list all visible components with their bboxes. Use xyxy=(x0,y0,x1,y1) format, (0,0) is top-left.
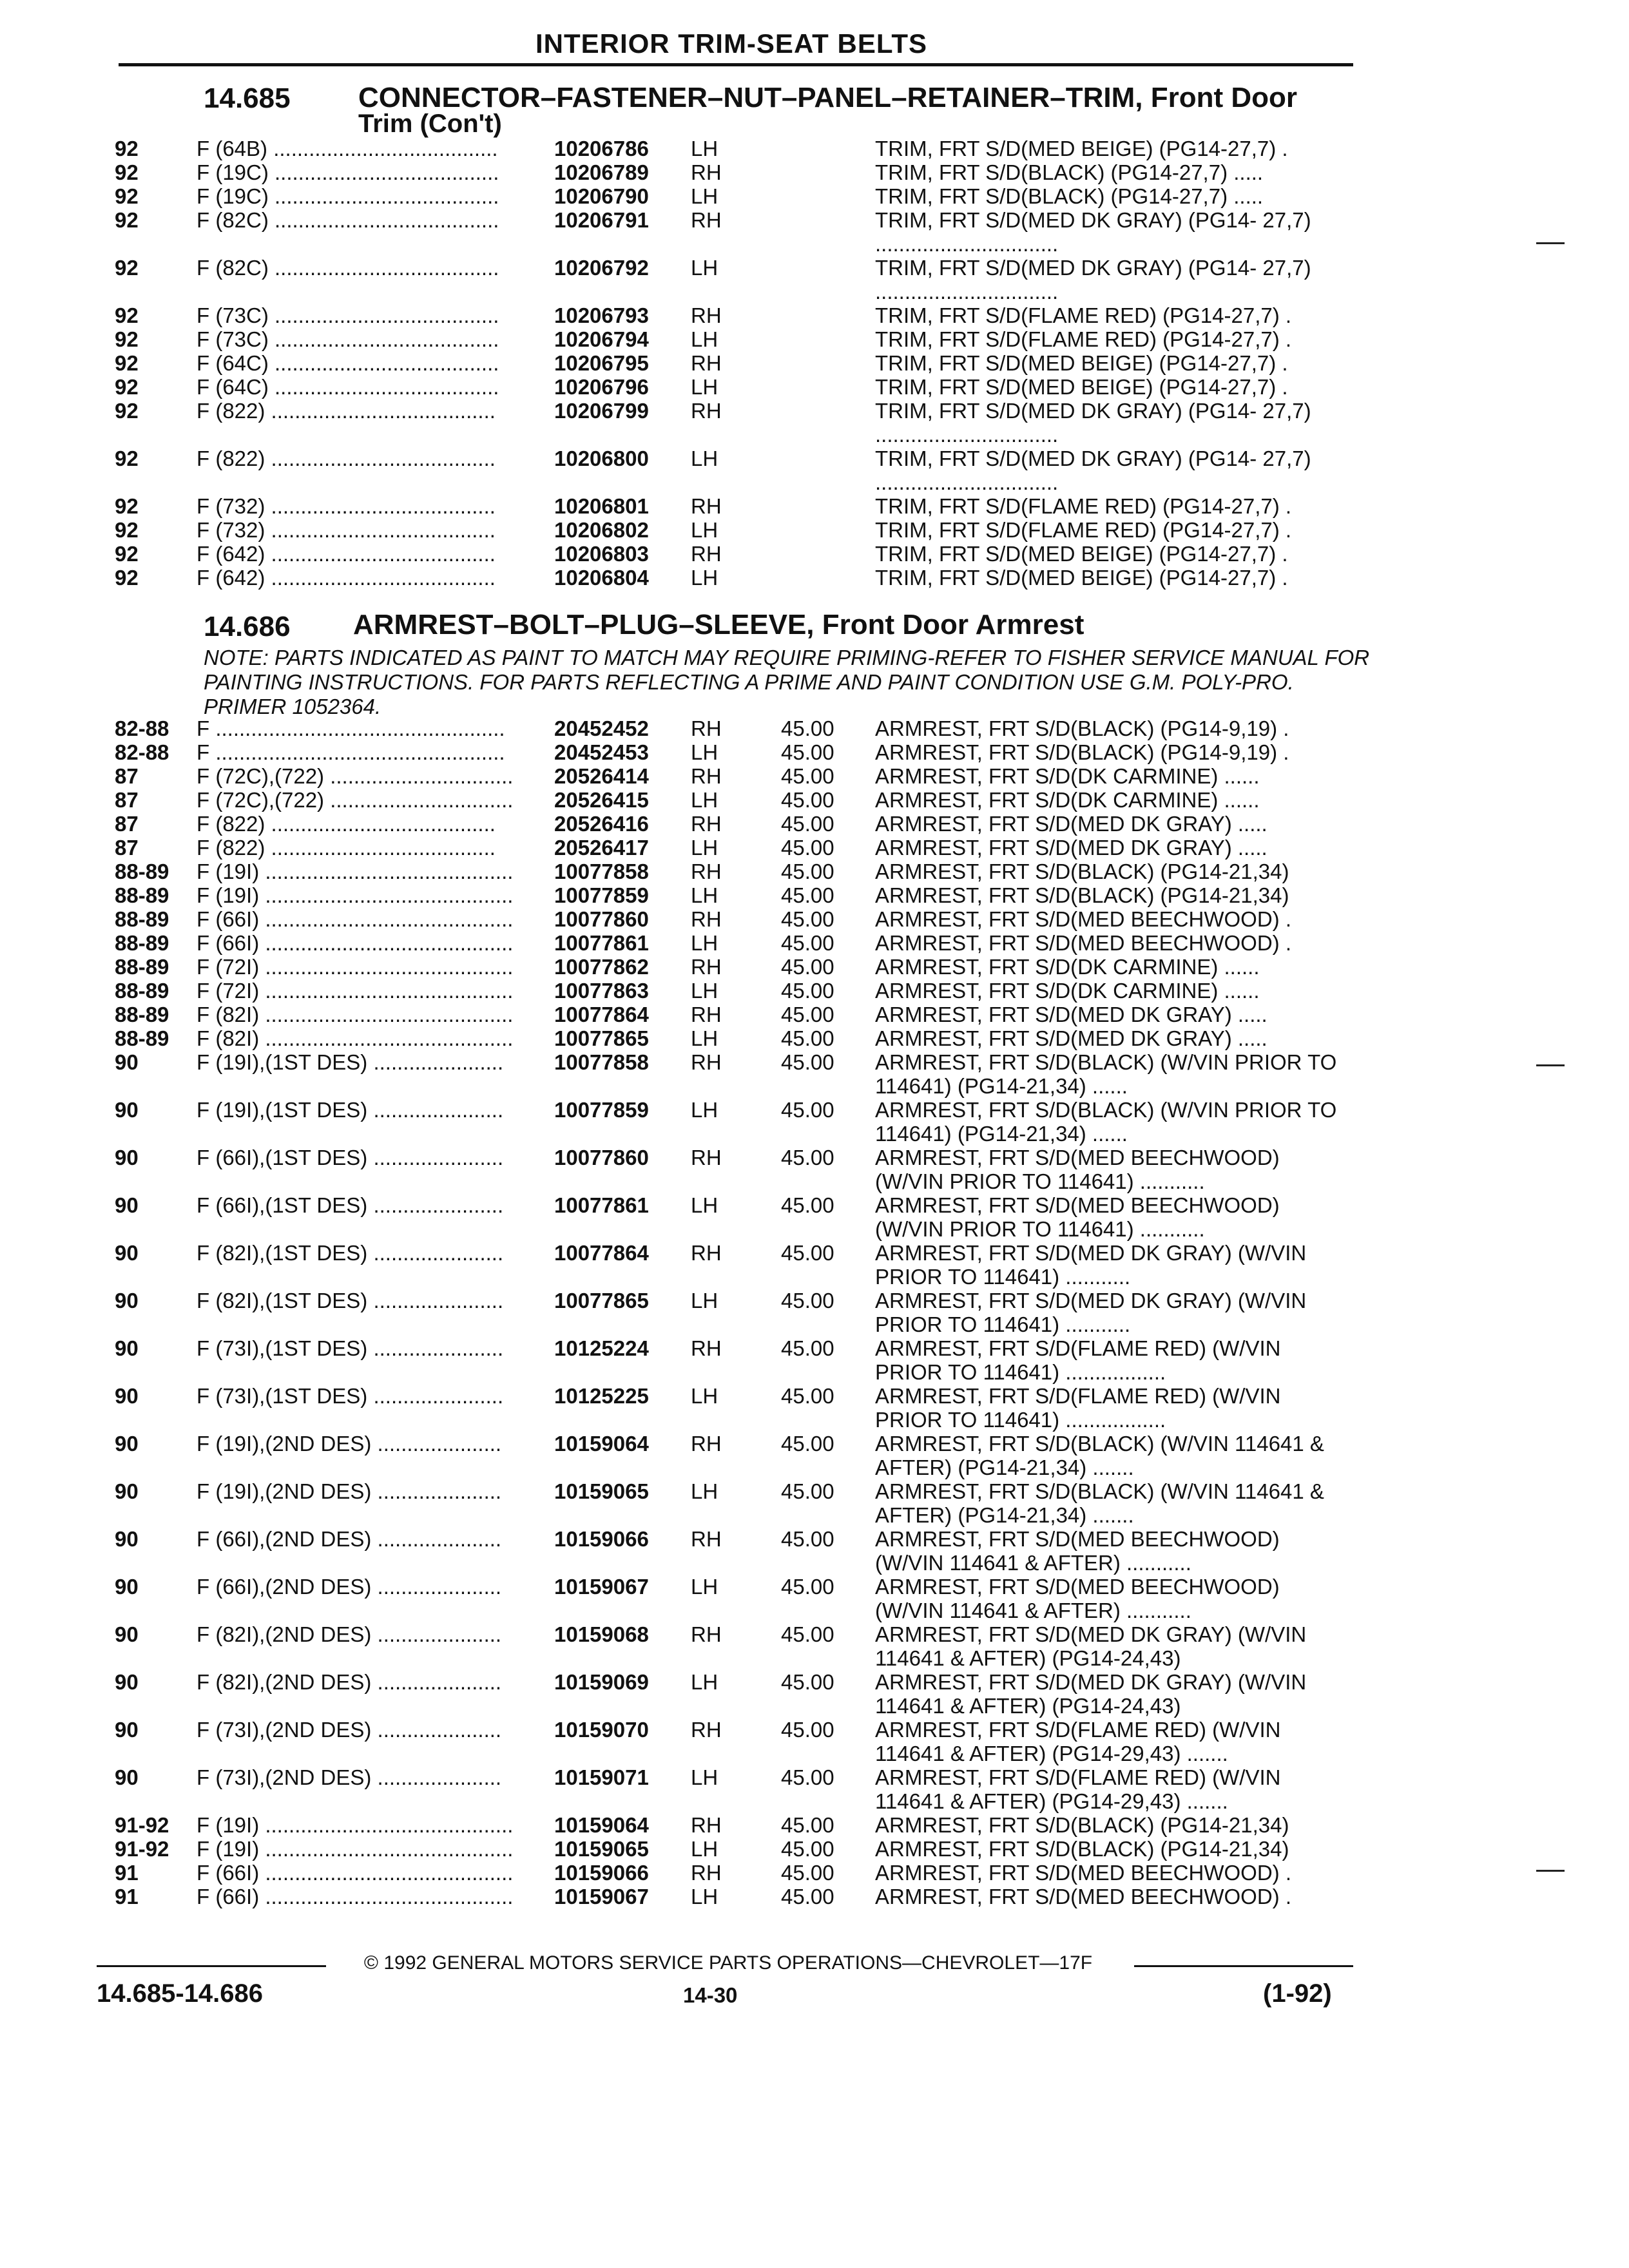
description: ARMREST, FRT S/D(MED DK GRAY) ..... xyxy=(875,812,1268,836)
model-year: 88-89 xyxy=(115,907,169,931)
side: LH xyxy=(691,518,718,542)
price: 45.00 xyxy=(781,1026,834,1050)
price: 45.00 xyxy=(781,764,834,788)
model-year: 87 xyxy=(115,836,139,860)
price: 45.00 xyxy=(781,1575,834,1599)
part-number: 20526416 xyxy=(554,812,649,836)
option-code: F (82I),(1ST DES) ...................... xyxy=(197,1289,504,1312)
price: 45.00 xyxy=(781,931,834,955)
option-code: F (73I),(1ST DES) ...................... xyxy=(197,1336,504,1360)
part-number: 10077858 xyxy=(554,1050,649,1074)
option-code: F (72C),(722) ............................... xyxy=(197,764,514,788)
section-title-14-686: ARMREST–BOLT–PLUG–SLEEVE, Front Door Armrest xyxy=(353,609,1084,640)
option-code: F (82C) ...................................... xyxy=(197,256,499,280)
side: RH xyxy=(691,1432,722,1456)
model-year: 90 xyxy=(115,1527,139,1551)
option-code: F (73C) ...................................... xyxy=(197,303,499,327)
part-number: 10206794 xyxy=(554,327,649,351)
option-code: F (66I),(2ND DES) ..................... xyxy=(197,1575,502,1599)
side: LH xyxy=(691,979,718,1003)
side: RH xyxy=(691,764,722,788)
price: 45.00 xyxy=(781,740,834,764)
side: RH xyxy=(691,812,722,836)
side: RH xyxy=(691,542,722,566)
option-code: F (642) ...................................... xyxy=(197,566,496,590)
side: RH xyxy=(691,1336,722,1360)
option-code: F (64C) ...................................... xyxy=(197,375,499,399)
price: 45.00 xyxy=(781,1146,834,1169)
description: ARMREST, FRT S/D(DK CARMINE) ...... xyxy=(875,979,1260,1003)
description: TRIM, FRT S/D(BLACK) (PG14-27,7) ..... xyxy=(875,184,1264,208)
part-number: 10077861 xyxy=(554,1193,649,1217)
description: ARMREST, FRT S/D(BLACK) (PG14-9,19) . xyxy=(875,740,1289,764)
model-year: 91 xyxy=(115,1885,139,1908)
part-number: 10206791 xyxy=(554,208,649,232)
side: LH xyxy=(691,447,718,470)
description: ARMREST, FRT S/D(MED DK GRAY) (W/VIN PRIOR TO 114641) ........... xyxy=(875,1241,1307,1289)
price: 45.00 xyxy=(781,1813,834,1837)
model-year: 92 xyxy=(115,184,139,208)
description: TRIM, FRT S/D(MED DK GRAY) (PG14- 27,7) ............................... xyxy=(875,208,1311,256)
side: RH xyxy=(691,1050,722,1074)
price: 45.00 xyxy=(781,1336,834,1360)
model-year: 92 xyxy=(115,494,139,518)
part-number: 10206801 xyxy=(554,494,649,518)
model-year: 92 xyxy=(115,542,139,566)
side: LH xyxy=(691,1193,718,1217)
option-code: F (72C),(722) ............................... xyxy=(197,788,514,812)
description: ARMREST, FRT S/D(DK CARMINE) ...... xyxy=(875,764,1260,788)
side: LH xyxy=(691,740,718,764)
footer-copyright: © 1992 GENERAL MOTORS SERVICE PARTS OPERATIONS—CHEVROLET—17F xyxy=(363,1952,1093,1974)
model-year: 88-89 xyxy=(115,1026,169,1050)
price: 45.00 xyxy=(781,1837,834,1861)
option-code: F (822) ...................................... xyxy=(197,836,496,860)
part-number: 10159071 xyxy=(554,1765,649,1789)
footer-page-number: 14-30 xyxy=(683,1983,738,2007)
option-code: F (822) ...................................... xyxy=(197,812,496,836)
model-year: 88-89 xyxy=(115,931,169,955)
part-number: 10077858 xyxy=(554,860,649,883)
option-code: F (73I),(2ND DES) ..................... xyxy=(197,1718,502,1742)
description: ARMREST, FRT S/D(BLACK) (PG14-21,34) xyxy=(875,883,1289,907)
part-number: 10159066 xyxy=(554,1527,649,1551)
option-code: F (19I) .......................................... xyxy=(197,883,514,907)
footer-section-range: 14.685-14.686 xyxy=(97,1979,264,2008)
option-code: F (82I),(1ST DES) ...................... xyxy=(197,1241,504,1265)
option-code: F (66I) .......................................... xyxy=(197,931,514,955)
side: RH xyxy=(691,399,722,423)
model-year: 90 xyxy=(115,1241,139,1265)
option-code: F (66I) .......................................... xyxy=(197,1885,514,1908)
option-code: F (732) ...................................... xyxy=(197,494,496,518)
model-year: 90 xyxy=(115,1765,139,1789)
option-code: F (19I),(1ST DES) ...................... xyxy=(197,1098,504,1122)
price: 45.00 xyxy=(781,1241,834,1265)
header-rule xyxy=(119,63,1353,66)
price: 45.00 xyxy=(781,1718,834,1742)
part-number: 10206792 xyxy=(554,256,649,280)
description: TRIM, FRT S/D(MED DK GRAY) (PG14- 27,7) ............................... xyxy=(875,256,1311,303)
option-code: F (19I),(2ND DES) ..................... xyxy=(197,1479,502,1503)
option-code: F ................................................. xyxy=(197,740,505,764)
model-year: 90 xyxy=(115,1336,139,1360)
price: 45.00 xyxy=(781,1289,834,1312)
part-number: 10159068 xyxy=(554,1622,649,1646)
model-year: 92 xyxy=(115,208,139,232)
description: ARMREST, FRT S/D(MED BEECHWOOD) (W/VIN PRIOR TO 114641) ........... xyxy=(875,1146,1280,1193)
option-code: F (73I),(2ND DES) ..................... xyxy=(197,1765,502,1789)
option-code: F (82I) .......................................... xyxy=(197,1003,514,1026)
option-code: F (82I),(2ND DES) ..................... xyxy=(197,1670,502,1694)
side: RH xyxy=(691,1718,722,1742)
part-number: 20452453 xyxy=(554,740,649,764)
part-number: 10206796 xyxy=(554,375,649,399)
page-header-title: INTERIOR TRIM-SEAT BELTS xyxy=(535,28,928,59)
description: TRIM, FRT S/D(FLAME RED) (PG14-27,7) . xyxy=(875,494,1292,518)
part-number: 10159067 xyxy=(554,1575,649,1599)
model-year: 92 xyxy=(115,137,139,160)
side: RH xyxy=(691,303,722,327)
description: TRIM, FRT S/D(FLAME RED) (PG14-27,7) . xyxy=(875,303,1292,327)
part-number: 10077865 xyxy=(554,1289,649,1312)
part-number: 10077863 xyxy=(554,979,649,1003)
side: RH xyxy=(691,716,722,740)
side: LH xyxy=(691,566,718,590)
part-number: 10206795 xyxy=(554,351,649,375)
side: LH xyxy=(691,256,718,280)
description: TRIM, FRT S/D(MED BEIGE) (PG14-27,7) . xyxy=(875,351,1288,375)
side: RH xyxy=(691,494,722,518)
part-number: 10077860 xyxy=(554,907,649,931)
price: 45.00 xyxy=(781,1098,834,1122)
side: RH xyxy=(691,955,722,979)
option-code: F (642) ...................................... xyxy=(197,542,496,566)
part-number: 10159064 xyxy=(554,1813,649,1837)
footer-rule-left xyxy=(97,1965,326,1967)
part-number: 10159065 xyxy=(554,1837,649,1861)
model-year: 90 xyxy=(115,1718,139,1742)
part-number: 10077862 xyxy=(554,955,649,979)
model-year: 92 xyxy=(115,399,139,423)
option-code: F (66I),(1ST DES) ...................... xyxy=(197,1193,504,1217)
description: ARMREST, FRT S/D(MED BEECHWOOD) . xyxy=(875,1861,1291,1885)
section-title-line-1: CONNECTOR–FASTENER–NUT–PANEL–RETAINER–TRIM, Front Door xyxy=(358,82,1297,113)
model-year: 90 xyxy=(115,1146,139,1169)
price: 45.00 xyxy=(781,1861,834,1885)
part-number: 20526417 xyxy=(554,836,649,860)
description: ARMREST, FRT S/D(MED BEECHWOOD) (W/VIN 114641 & AFTER) ........... xyxy=(875,1527,1280,1575)
part-number: 10077861 xyxy=(554,931,649,955)
price: 45.00 xyxy=(781,836,834,860)
price: 45.00 xyxy=(781,1193,834,1217)
price: 45.00 xyxy=(781,1384,834,1408)
part-number: 20452452 xyxy=(554,716,649,740)
option-code: F (72I) .......................................... xyxy=(197,979,514,1003)
part-number: 10159067 xyxy=(554,1885,649,1908)
model-year: 88-89 xyxy=(115,955,169,979)
price: 45.00 xyxy=(781,1003,834,1026)
part-number: 10206799 xyxy=(554,399,649,423)
option-code: F (82I),(2ND DES) ..................... xyxy=(197,1622,502,1646)
price: 45.00 xyxy=(781,907,834,931)
part-number: 10077865 xyxy=(554,1026,649,1050)
part-number: 10159070 xyxy=(554,1718,649,1742)
part-number: 10125225 xyxy=(554,1384,649,1408)
part-number: 10077860 xyxy=(554,1146,649,1169)
side: RH xyxy=(691,351,722,375)
description: ARMREST, FRT S/D(BLACK) (PG14-21,34) xyxy=(875,860,1289,883)
description: ARMREST, FRT S/D(BLACK) (PG14-21,34) xyxy=(875,1837,1289,1861)
side: LH xyxy=(691,1885,718,1908)
description: TRIM, FRT S/D(FLAME RED) (PG14-27,7) . xyxy=(875,327,1292,351)
model-year: 88-89 xyxy=(115,883,169,907)
description: ARMREST, FRT S/D(MED BEECHWOOD) (W/VIN 114641 & AFTER) ........... xyxy=(875,1575,1280,1622)
part-number: 10206790 xyxy=(554,184,649,208)
description: ARMREST, FRT S/D(BLACK) (PG14-21,34) xyxy=(875,1813,1289,1837)
option-code: F (19I) .......................................... xyxy=(197,1837,514,1861)
part-number: 10206804 xyxy=(554,566,649,590)
description: ARMREST, FRT S/D(MED DK GRAY) ..... xyxy=(875,1003,1268,1026)
description: ARMREST, FRT S/D(FLAME RED) (W/VIN PRIOR TO 114641) ................. xyxy=(875,1384,1281,1432)
model-year: 92 xyxy=(115,160,139,184)
option-code: F (19I),(1ST DES) ...................... xyxy=(197,1050,504,1074)
model-year: 87 xyxy=(115,764,139,788)
model-year: 92 xyxy=(115,303,139,327)
option-code: F (66I),(1ST DES) ...................... xyxy=(197,1146,504,1169)
model-year: 90 xyxy=(115,1479,139,1503)
model-year: 92 xyxy=(115,351,139,375)
model-year: 88-89 xyxy=(115,979,169,1003)
part-number: 10159066 xyxy=(554,1861,649,1885)
model-year: 90 xyxy=(115,1098,139,1122)
side: RH xyxy=(691,1622,722,1646)
side: LH xyxy=(691,883,718,907)
description: ARMREST, FRT S/D(FLAME RED) (W/VIN 114641 & AFTER) (PG14-29,43) ....... xyxy=(875,1765,1281,1813)
description: ARMREST, FRT S/D(MED BEECHWOOD) (W/VIN PRIOR TO 114641) ........... xyxy=(875,1193,1280,1241)
model-year: 92 xyxy=(115,518,139,542)
description: TRIM, FRT S/D(MED DK GRAY) (PG14- 27,7) ............................... xyxy=(875,447,1311,494)
model-year: 82-88 xyxy=(115,740,169,764)
model-year: 91-92 xyxy=(115,1837,169,1861)
side: LH xyxy=(691,931,718,955)
margin-tick xyxy=(1536,242,1565,244)
margin-tick xyxy=(1536,1870,1565,1872)
description: ARMREST, FRT S/D(BLACK) (PG14-9,19) . xyxy=(875,716,1289,740)
option-code: F (66I) .......................................... xyxy=(197,1861,514,1885)
side: RH xyxy=(691,1146,722,1169)
price: 45.00 xyxy=(781,716,834,740)
description: ARMREST, FRT S/D(BLACK) (W/VIN PRIOR TO 114641) (PG14-21,34) ...... xyxy=(875,1098,1337,1146)
model-year: 90 xyxy=(115,1622,139,1646)
model-year: 92 xyxy=(115,256,139,280)
option-code: F ................................................. xyxy=(197,716,505,740)
description: ARMREST, FRT S/D(MED BEECHWOOD) . xyxy=(875,931,1291,955)
section-number-14-685: 14.685 xyxy=(204,82,291,114)
part-number: 10206800 xyxy=(554,447,649,470)
model-year: 90 xyxy=(115,1050,139,1074)
option-code: F (66I),(2ND DES) ..................... xyxy=(197,1527,502,1551)
description: ARMREST, FRT S/D(BLACK) (W/VIN 114641 & AFTER) (PG14-21,34) ....... xyxy=(875,1432,1324,1479)
option-code: F (732) ...................................... xyxy=(197,518,496,542)
option-code: F (19I) .......................................... xyxy=(197,1813,514,1837)
price: 45.00 xyxy=(781,1479,834,1503)
part-number: 20526415 xyxy=(554,788,649,812)
side: LH xyxy=(691,375,718,399)
description: TRIM, FRT S/D(MED BEIGE) (PG14-27,7) . xyxy=(875,566,1288,590)
description: ARMREST, FRT S/D(BLACK) (W/VIN PRIOR TO 114641) (PG14-21,34) ...... xyxy=(875,1050,1337,1098)
price: 45.00 xyxy=(781,1885,834,1908)
option-code: F (82C) ...................................... xyxy=(197,208,499,232)
model-year: 92 xyxy=(115,375,139,399)
side: LH xyxy=(691,836,718,860)
option-code: F (64C) ...................................... xyxy=(197,351,499,375)
side: RH xyxy=(691,907,722,931)
price: 45.00 xyxy=(781,860,834,883)
part-number: 10159065 xyxy=(554,1479,649,1503)
section-number-14-686: 14.686 xyxy=(204,611,291,642)
description: TRIM, FRT S/D(BLACK) (PG14-27,7) ..... xyxy=(875,160,1264,184)
painting-note: NOTE: PARTS INDICATED AS PAINT TO MATCH MAY REQUIRE PRIMING-REFER TO FISHER SERVICE MANUAL FOR PAINTING INSTRUCTIONS. FOR PARTS REFLECTING A PRIME AND PAINT CONDITION USE G.M. POLY-PRO. PRIMER 1052364. xyxy=(204,646,1370,718)
model-year: 90 xyxy=(115,1193,139,1217)
side: RH xyxy=(691,160,722,184)
option-code: F (822) ...................................... xyxy=(197,447,496,470)
price: 45.00 xyxy=(781,812,834,836)
model-year: 88-89 xyxy=(115,1003,169,1026)
side: RH xyxy=(691,860,722,883)
description: ARMREST, FRT S/D(MED DK GRAY) (W/VIN 114641 & AFTER) (PG14-24,43) xyxy=(875,1622,1307,1670)
part-number: 10077859 xyxy=(554,1098,649,1122)
side: LH xyxy=(691,1670,718,1694)
option-code: F (73C) ...................................... xyxy=(197,327,499,351)
part-number: 10077864 xyxy=(554,1241,649,1265)
option-code: F (72I) .......................................... xyxy=(197,955,514,979)
side: LH xyxy=(691,1098,718,1122)
model-year: 88-89 xyxy=(115,860,169,883)
part-number: 20526414 xyxy=(554,764,649,788)
side: RH xyxy=(691,1861,722,1885)
option-code: F (19I),(2ND DES) ..................... xyxy=(197,1432,502,1456)
description: ARMREST, FRT S/D(BLACK) (W/VIN 114641 & AFTER) (PG14-21,34) ....... xyxy=(875,1479,1324,1527)
part-number: 10077864 xyxy=(554,1003,649,1026)
side: RH xyxy=(691,1003,722,1026)
description: ARMREST, FRT S/D(MED BEECHWOOD) . xyxy=(875,1885,1291,1908)
footer-date: (1-92) xyxy=(1263,1979,1332,2008)
description: ARMREST, FRT S/D(DK CARMINE) ...... xyxy=(875,788,1260,812)
option-code: F (66I) .......................................... xyxy=(197,907,514,931)
description: ARMREST, FRT S/D(MED DK GRAY) ..... xyxy=(875,836,1268,860)
description: ARMREST, FRT S/D(FLAME RED) (W/VIN PRIOR TO 114641) ................. xyxy=(875,1336,1281,1384)
side: LH xyxy=(691,1289,718,1312)
side: LH xyxy=(691,788,718,812)
margin-tick xyxy=(1536,1064,1565,1066)
option-code: F (19I) .......................................... xyxy=(197,860,514,883)
model-year: 87 xyxy=(115,812,139,836)
part-number: 10159069 xyxy=(554,1670,649,1694)
model-year: 90 xyxy=(115,1384,139,1408)
description: TRIM, FRT S/D(MED BEIGE) (PG14-27,7) . xyxy=(875,137,1288,160)
side: LH xyxy=(691,184,718,208)
side: LH xyxy=(691,1384,718,1408)
price: 45.00 xyxy=(781,955,834,979)
side: LH xyxy=(691,1026,718,1050)
model-year: 82-88 xyxy=(115,716,169,740)
description: ARMREST, FRT S/D(MED DK GRAY) ..... xyxy=(875,1026,1268,1050)
model-year: 92 xyxy=(115,447,139,470)
option-code: F (19C) ...................................... xyxy=(197,184,499,208)
model-year: 92 xyxy=(115,327,139,351)
side: RH xyxy=(691,1527,722,1551)
description: TRIM, FRT S/D(FLAME RED) (PG14-27,7) . xyxy=(875,518,1292,542)
part-number: 10206802 xyxy=(554,518,649,542)
side: LH xyxy=(691,327,718,351)
price: 45.00 xyxy=(781,1050,834,1074)
side: RH xyxy=(691,1813,722,1837)
part-number: 10206789 xyxy=(554,160,649,184)
part-number: 10206803 xyxy=(554,542,649,566)
option-code: F (82I) .......................................... xyxy=(197,1026,514,1050)
model-year: 91 xyxy=(115,1861,139,1885)
price: 45.00 xyxy=(781,1670,834,1694)
part-number: 10159064 xyxy=(554,1432,649,1456)
footer-rule-right xyxy=(1134,1965,1353,1967)
option-code: F (19C) ...................................... xyxy=(197,160,499,184)
description: ARMREST, FRT S/D(MED BEECHWOOD) . xyxy=(875,907,1291,931)
description: ARMREST, FRT S/D(MED DK GRAY) (W/VIN 114641 & AFTER) (PG14-24,43) xyxy=(875,1670,1307,1718)
option-code: F (822) ...................................... xyxy=(197,399,496,423)
description: ARMREST, FRT S/D(FLAME RED) (W/VIN 114641 & AFTER) (PG14-29,43) ....... xyxy=(875,1718,1281,1765)
price: 45.00 xyxy=(781,1527,834,1551)
price: 45.00 xyxy=(781,883,834,907)
price: 45.00 xyxy=(781,1432,834,1456)
price: 45.00 xyxy=(781,788,834,812)
description: TRIM, FRT S/D(MED BEIGE) (PG14-27,7) . xyxy=(875,542,1288,566)
model-year: 90 xyxy=(115,1575,139,1599)
part-number: 10206786 xyxy=(554,137,649,160)
option-code: F (73I),(1ST DES) ...................... xyxy=(197,1384,504,1408)
side: LH xyxy=(691,1765,718,1789)
price: 45.00 xyxy=(781,979,834,1003)
model-year: 91-92 xyxy=(115,1813,169,1837)
side: LH xyxy=(691,137,718,160)
price: 45.00 xyxy=(781,1622,834,1646)
description: TRIM, FRT S/D(MED BEIGE) (PG14-27,7) . xyxy=(875,375,1288,399)
section-title-line-2: Trim (Con't) xyxy=(358,110,502,138)
description: ARMREST, FRT S/D(MED DK GRAY) (W/VIN PRIOR TO 114641) ........... xyxy=(875,1289,1307,1336)
description: ARMREST, FRT S/D(DK CARMINE) ...... xyxy=(875,955,1260,979)
side: RH xyxy=(691,208,722,232)
model-year: 87 xyxy=(115,788,139,812)
part-number: 10206793 xyxy=(554,303,649,327)
part-number: 10125224 xyxy=(554,1336,649,1360)
side: RH xyxy=(691,1241,722,1265)
model-year: 90 xyxy=(115,1670,139,1694)
part-number: 10077859 xyxy=(554,883,649,907)
model-year: 90 xyxy=(115,1289,139,1312)
side: LH xyxy=(691,1575,718,1599)
side: LH xyxy=(691,1479,718,1503)
section-title-14-685 xyxy=(358,82,1297,138)
side: LH xyxy=(691,1837,718,1861)
model-year: 90 xyxy=(115,1432,139,1456)
price: 45.00 xyxy=(781,1765,834,1789)
option-code: F (64B) ...................................... xyxy=(197,137,498,160)
description: TRIM, FRT S/D(MED DK GRAY) (PG14- 27,7) ............................... xyxy=(875,399,1311,447)
model-year: 92 xyxy=(115,566,139,590)
